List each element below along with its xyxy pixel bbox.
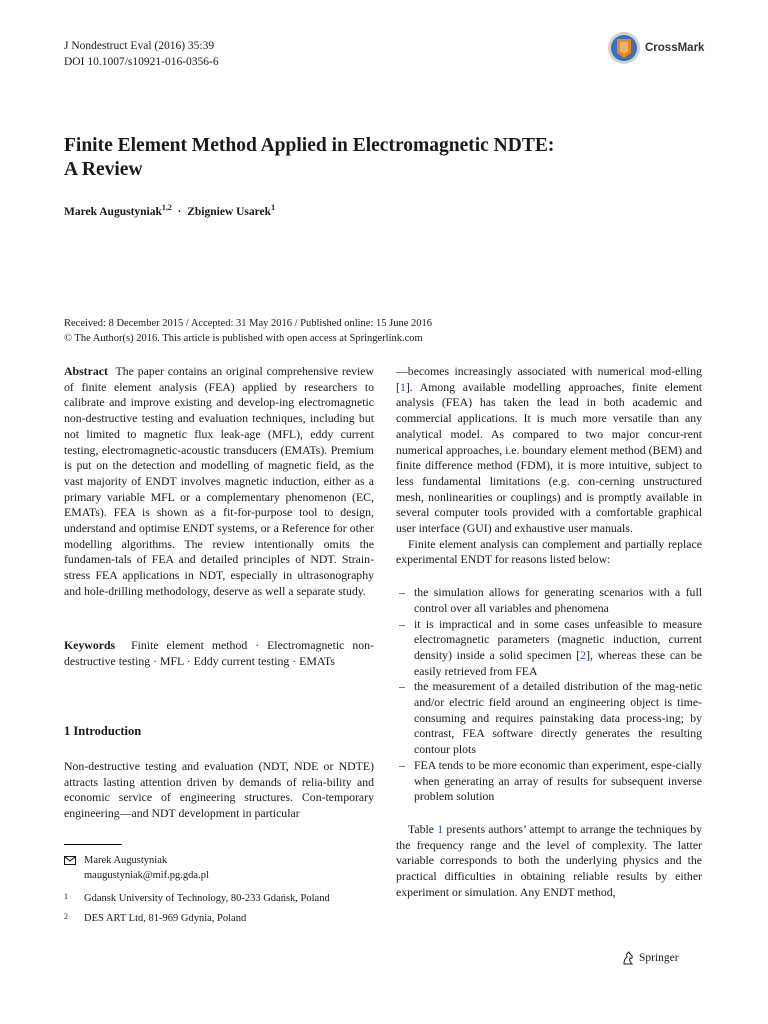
title-line-1: Finite Element Method Applied in Electromagnetic NDTE: xyxy=(64,135,555,156)
list-item: – it is impractical and in some cases unfeasible to measure electromagnetic parameters (magnetic induction, current density) inside a solid specimen [2], whereas these can be easily retrieved from FEA xyxy=(396,617,702,680)
author-name[interactable]: Zbigniew Usarek xyxy=(187,205,272,218)
journal-header xyxy=(64,38,219,70)
affiliation-number: 2 xyxy=(64,912,68,921)
dates-line: Received: 8 December 2015 / Accepted: 31 May 2016 / Published online: 15 June 2016 xyxy=(64,318,433,329)
affiliation-text: Gdansk University of Technology, 80-233 Gdańsk, Poland xyxy=(84,893,330,904)
keywords-label: Keywords xyxy=(64,638,116,652)
publisher-name: Springer xyxy=(639,952,679,964)
paragraph: Table 1 presents authors’ attempt to arrange the techniques by the frequency range and the level of complexity. The latter variable corresponds to both the underlying physics and the practical difficulties in obtaining reliable results by either experiment or simulation. Any ENDT method, xyxy=(396,821,702,899)
affiliation-number: 1 xyxy=(64,892,68,901)
citation-link[interactable]: 1 xyxy=(399,379,406,394)
crossmark-label: CrossMark xyxy=(645,42,705,54)
corresponding-email[interactable]: maugustyniak@mif.pg.gda.pl xyxy=(84,870,209,881)
title-line-2: A Review xyxy=(64,158,143,180)
envelope-icon xyxy=(64,856,76,865)
list-item: – FEA tends to be more economic than experiment, espe-cially when generating an array of results for subsequent inverse problem solution xyxy=(396,758,702,805)
doi-link[interactable]: DOI 10.1007/s10921-016-0356-6 xyxy=(64,56,219,68)
section-heading: 1 Introduction xyxy=(64,724,142,738)
author-separator: · xyxy=(177,205,182,218)
paper-title xyxy=(64,134,684,181)
affiliation-marker: 1,2 xyxy=(161,203,172,212)
journal-citation: J Nondestruct Eval (2016) 35:39 xyxy=(64,40,215,52)
copyright-line: © The Author(s) 2016. This article is published with open access at Springerlink.com xyxy=(64,333,423,344)
paragraph: Finite element analysis can complement and partially replace experimental ENDT for reasons listed below: xyxy=(396,536,702,567)
intro-continued xyxy=(396,364,702,901)
corresponding-author: Marek Augustyniak xyxy=(84,855,168,866)
keywords-section xyxy=(64,638,374,669)
list-item: – the measurement of a detailed distribution of the mag-netic and/or electric field around an engineering object is time-consuming and requires painstaking data process-ing; by contrast, FEA software directly generates the resulting contour plots xyxy=(396,679,702,758)
reasons-list xyxy=(396,585,702,805)
abstract-label: Abstract xyxy=(64,364,108,378)
introduction-paragraph: Non-destructive testing and evaluation (NDT, NDE or NDTE) attracts lasting attention driven by demands of relia-bility and economic service of engineering structures. Con-temporary engineering—and NDT development in particular xyxy=(64,759,374,821)
affiliation-marker: 1 xyxy=(271,203,276,212)
publisher-footer xyxy=(621,951,679,965)
introduction-text xyxy=(64,759,374,822)
crossmark-icon xyxy=(607,31,641,65)
list-item: – the simulation allows for generating scenarios with a full control over all variables and phenomena xyxy=(396,585,702,616)
abstract-text: The paper contains an original comprehensive review of finite element analysis (FEA) applied by researchers to calibrate and improve existing and develop-ing electromagnetic non-destructive testing and evaluation techniques, including but not limited to magnetic flux leak-age (MFL), eddy current testing, electromagnetic-acoustic transducers (EMATs). Premium is put on the detection and modelling of magnetic field, as the vast majority of ENDT involves magnetic induction, either as a primary variable MFL or a complementary phenomenon (EC, EMATs). FEA is shown as a fit-for-purpose tool to design, understand and optimise ENDT systems, or a Reference for other modelling algorithms. The review intentionally omits the fundamen-tals of FEA and detailed principles of NDT. Strain-stress FEA applications in NDT, especially in ultrasonography and hole-drilling methodology, deserve as well a separate study. xyxy=(64,364,374,598)
publication-history xyxy=(64,316,432,346)
crossmark-badge[interactable] xyxy=(607,31,704,65)
springer-horse-icon xyxy=(621,951,635,965)
keywords-text: Finite element method · Electromagnetic non-destructive testing · MFL · Eddy current testing · EMATs xyxy=(64,638,374,668)
affiliation-1 xyxy=(64,891,330,906)
paragraph: —becomes increasingly associated with numerical mod-elling [1]. Among available modelling approaches, finite element analysis (FEA) has taken the lead in both academic and commercial applications. It is much more versatile than any analytical model. As compared to two major concur-rent numerical approaches, i.e. boundary element method (BEM) and finite difference method (FDM), it is more intuitive, subject to less fundamental limitations (e.g. con-cerning unstructured mesh, nonlinearities or couplings) and is promptly available in several computer tools provided with a comfortable graphical user interface (GUI) and exhaustive user manuals. xyxy=(396,364,702,536)
author-name[interactable]: Marek Augustyniak xyxy=(64,205,162,218)
author-list xyxy=(64,203,275,218)
correspondence-block xyxy=(64,853,209,883)
citation-link[interactable]: 2 xyxy=(580,647,587,662)
affiliation-2 xyxy=(64,911,246,926)
table-reference-link[interactable]: 1 xyxy=(437,821,444,836)
affiliation-text: DES ART Ltd, 81-969 Gdynia, Poland xyxy=(84,913,247,924)
footnote-divider xyxy=(64,844,122,845)
abstract-section xyxy=(64,364,374,600)
